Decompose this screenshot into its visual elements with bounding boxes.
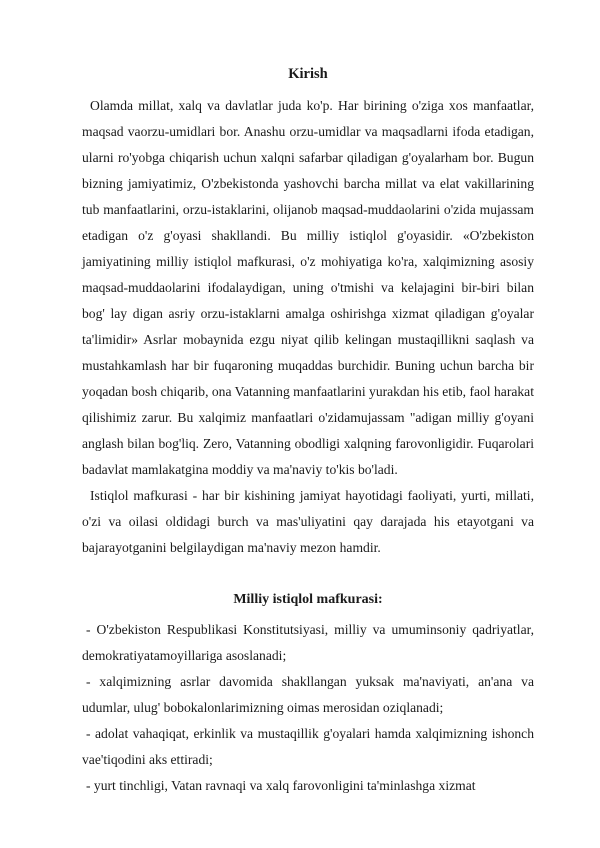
intro-paragraph-1: Olamda millat, xalq va davlatlar juda ko'p. Har birining o'ziga xos manfaatlar, maqsad vaorzu-umidlari bor. Anashu orzu-umidlar va maqsadlarni ifoda etadigan, ularni ro'yobga chiqarish uchun xalqni safarbar qiladigan g'oyalarham bor. Bugun bizning jamiyatimiz, O'zbekistonda yashovchi barcha millat va elat vakillarining tub manfaatlarini, orzu-istaklarini, olijanob maqsad-muddaolarini o'zida mujassam etadigan o'z g'oyasi shakllandi. Bu milliy istiqlol g'oyasidir. «O'zbekiston jamiyatining milliy istiqlol mafkurasi, o'z mohiyatiga ko'ra, xalqimizning asosiy maqsad-muddaolarini ifodalaydigan, uning o'tmishi va kelajagini bir-biri bilan bog' lay digan asriy orzu-istaklarni amalga oshirishga xizmat qiladigan g'oyalar ta'limidir» Asrlar mobaynida ezgu niyat qilib kelingan mustaqillikni saqlash va mustahkamlash har bir fuqaroning muqaddas burchidir. Buning uchun barcha bir yoqadan bosh chiqarib, ona Vatanning manfaatlarini yurakdan his etib, faol harakat qilishimiz zarur. Bu xalqimiz manfaatlari o'zidamujassam "adigan milliy g'oyani anglash bilan bog'liq. Zero, Vatanning obodligi xalqning farovonligidir. Fuqarolari badavlat mamlakatgina moddiy va ma'naviy to'kis bo'ladi.: [82, 98, 534, 477]
list-item: - adolat vahaqiqat, erkinlik va mustaqillik g'oyalari hamda xalqimizning ishonch vae'tiqodini aks ettiradi;: [82, 726, 534, 767]
intro-paragraph-2: Istiqlol mafkurasi - har bir kishining jamiyat hayotidagi faoliyati, yurti, millati, o'zi va oilasi oldidagi burch va mas'uliyatini qay darajada his etayotgani va bajarayotganini belgilaydigan ma'naviy mezon hamdir.: [82, 488, 534, 555]
list-item: - yurt tinchligi, Vatan ravnaqi va xalq farovonligini ta'minlashga xizmat: [86, 778, 476, 793]
section-title: Milliy istiqlol mafkurasi:: [233, 592, 383, 607]
list-item: - xalqimizning asrlar davomida shakllangan yuksak ma'naviyati, an'ana va udumlar, ulug' bobokalonlarimizning oimas merosidan oziqlanadi;: [82, 674, 534, 715]
list-item: - O'zbekiston Respublikasi Konstitutsiyasi, milliy va umuminsoniy qadriyatlar, demokratiyatamoyillariga asoslanadi;: [82, 622, 534, 663]
document-title: Kirish: [288, 66, 328, 82]
document-body: [82, 93, 534, 799]
